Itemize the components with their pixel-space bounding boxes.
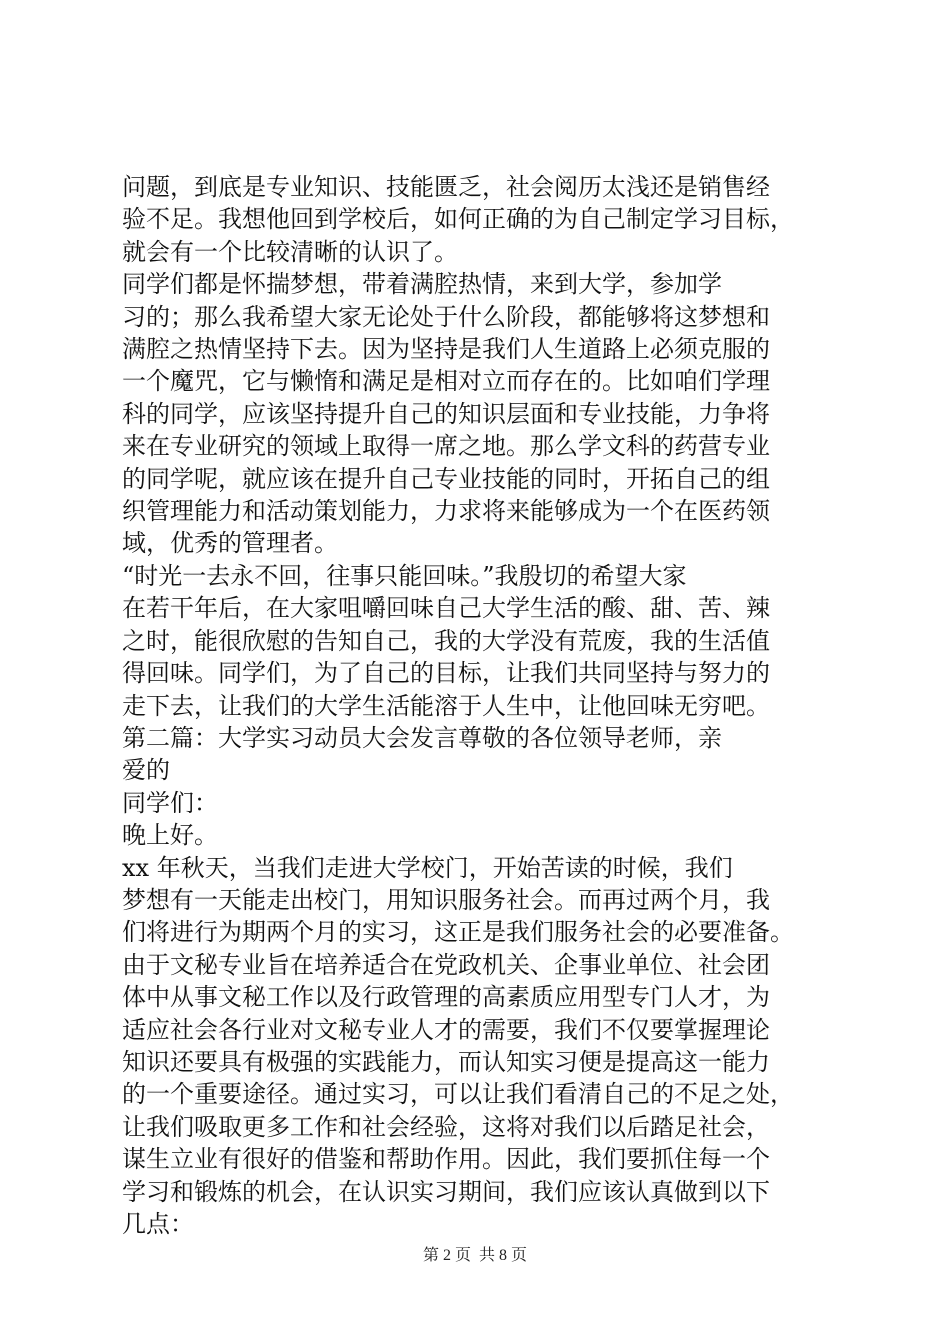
paragraph-1: 问题，到底是专业知识、技能匮乏，社会阅历太浅还是销售经 验不足。我想他回到学校后，如何正确的为自己制定学习目标， 就会有一个比较清晰的认识了。 [122,173,794,266]
greeting: 晚上好。 [122,821,218,850]
paragraph-3: “时光一去永不回，往事只能回味。”我殷切的希望大家 在若干年后，在大家咀嚼回味自己大学生活的酸、甜、苦、辣 之时，能很欣慰的告知自己，我的大学没有荒废，我的生活值 得回味。同学们，为了自己的目标，让我们共同坚持与努力的 走下去，让我们的大学生活能溶于人生中，让他回味无穷吧。 [122,561,770,720]
section-heading: 第二篇：大学实习动员大会发言尊敬的各位领导老师，亲 爱的 [122,723,722,785]
page-footer: 第 2 页 共 8 页 [422,1247,527,1264]
salutation: 同学们： [122,788,218,817]
paragraph-4: xx 年秋天，当我们走进大学校门，开始苦读的时候，我们 梦想有一天能走出校门，用知识服务社会。而再过两个月，我 们将进行为期两个月的实习，这正是我们服务社会的必要准备。 由于文秘专业旨在培养适合在党政机关、企事业单位、社会团 体中从事文秘工作以及行政管理的高素质应用型专门人才，为 适应社会各行业对文秘专业人才的需要，我们不仅要掌握理论 知识还要具有极强的实践能力，而认知实习便是提高这一能力 的一个重要途径。通过实习，可以让我们看清自己的不足之处， 让我们吸取更多工作和社会经验，这将对我们以后踏足社会， 谋生立业有很好的借鉴和帮助作用。因此，我们要抓住每一个 学习和锻炼的机会，在认识实习期间，我们应该认真做到以下 几点： [122,853,794,1238]
paragraph-2: 同学们都是怀揣梦想，带着满腔热情，来到大学，参加学 习的；那么我希望大家无论处于什么阶段，都能够将这梦想和 满腔之热情坚持下去。因为坚持是我们人生道路上必须克服的 一个魔咒，它与懒惰和满足是相对立而存在的。比如咱们学理 科的同学，应该坚持提升自己的知识层面和专业技能，力争将 来在专业研究的领域上取得一席之地。那么学文科的药营专业 的同学呢，就应该在提升自己专业技能的同时，开拓自己的组 织管理能力和活动策划能力，力求将来能够成为一个在医药领 域，优秀的管理者。 [122,270,770,558]
document-body [122,171,830,1240]
